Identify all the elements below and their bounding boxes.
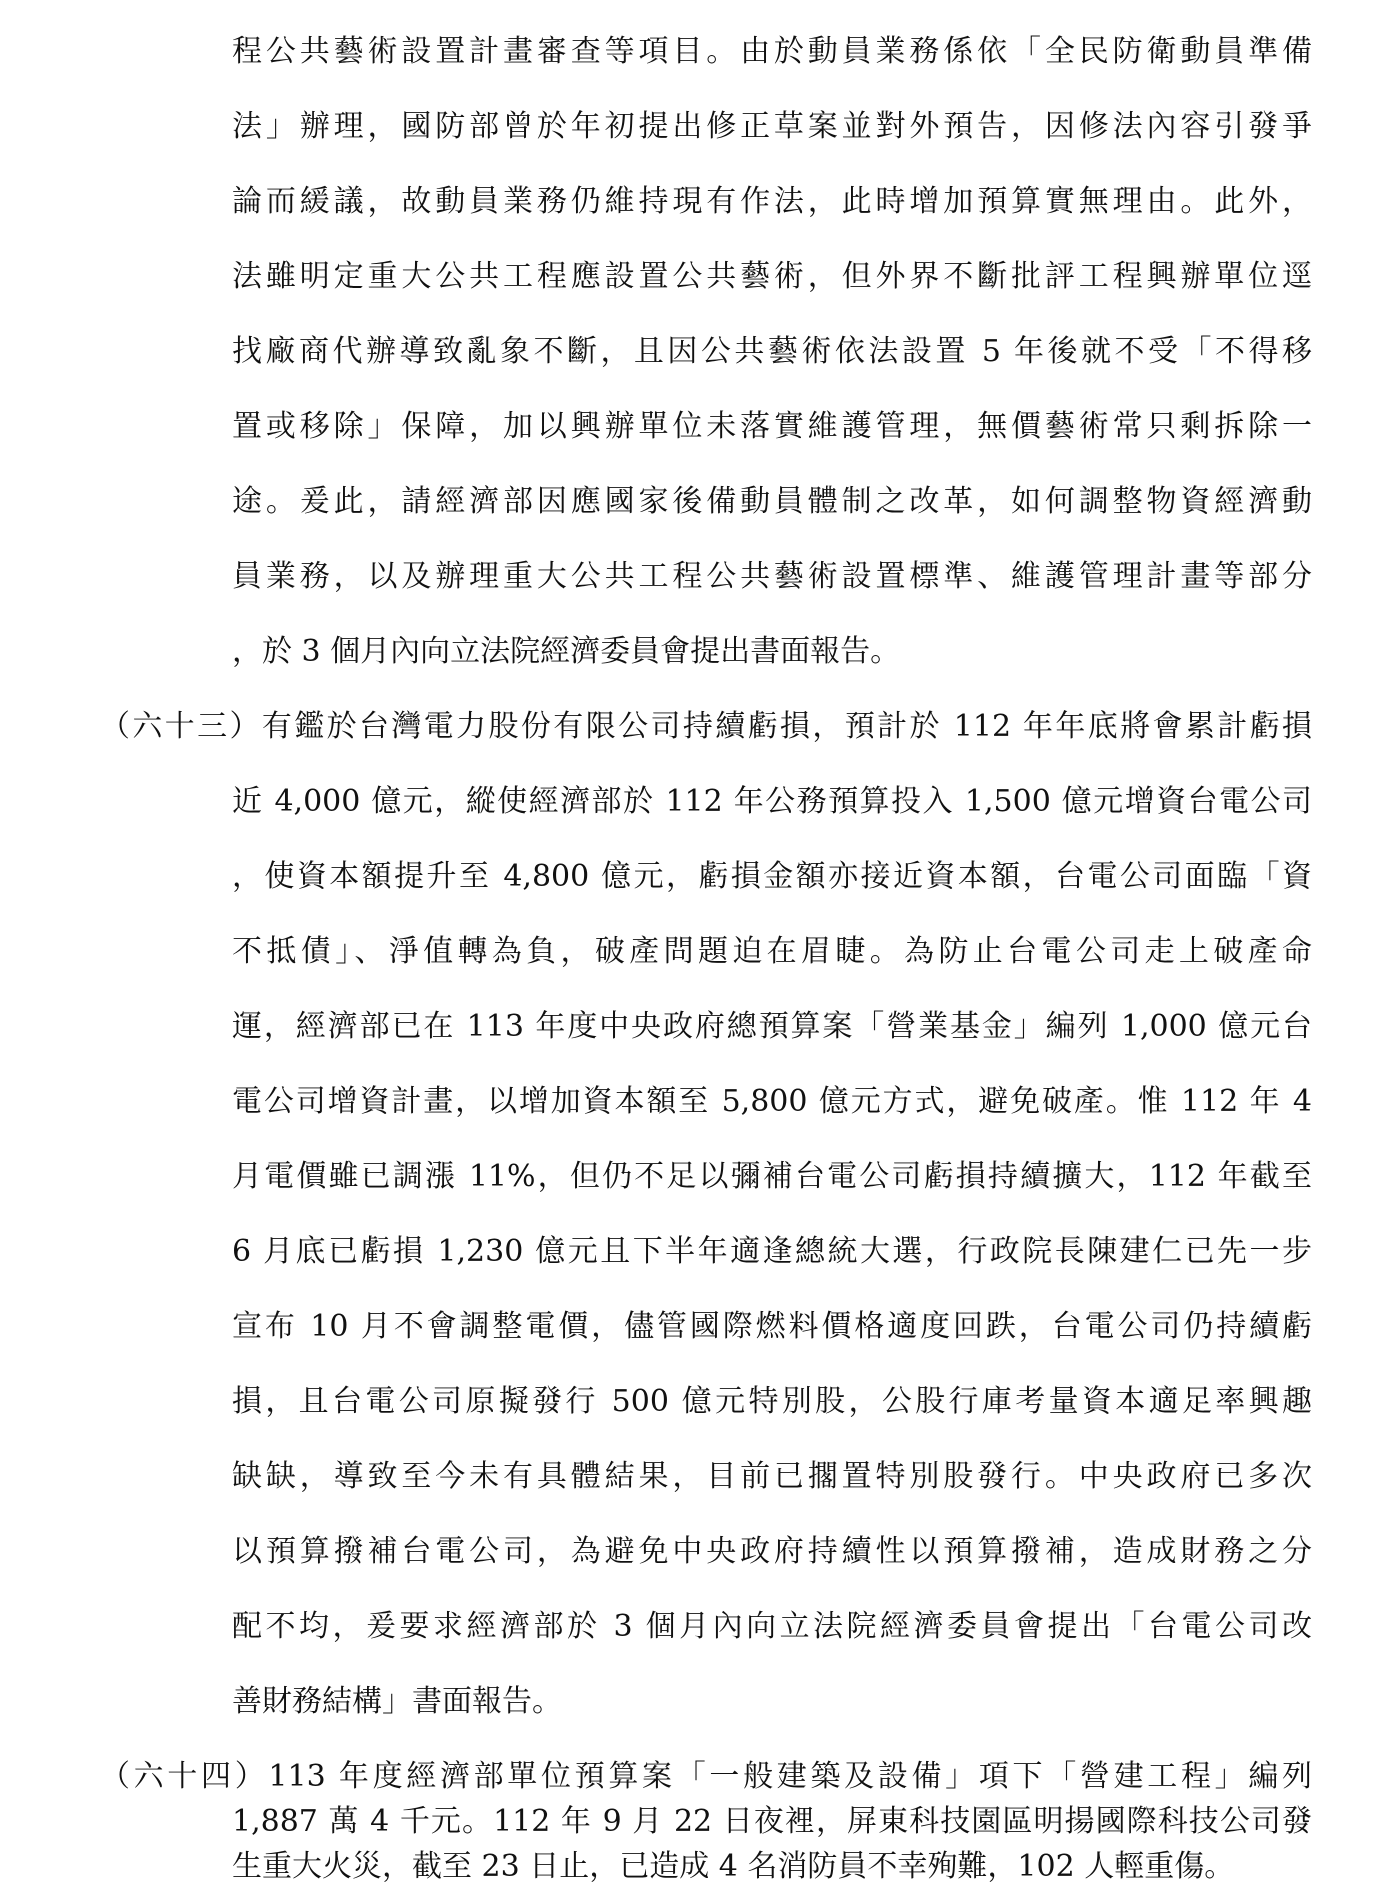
text-line: 法」辦理，國防部曾於年初提出修正草案並對外預告，因修法內容引發爭: [232, 109, 1312, 144]
text-line: ，使資本額提升至 4,800 億元，虧損金額亦接近資本額，台電公司面臨「資: [232, 859, 1312, 894]
text-line: 法雖明定重大公共工程應設置公共藝術，但外界不斷批評工程興辦單位逕: [232, 259, 1312, 294]
text-line: 善財務結構」書面報告。: [232, 1684, 562, 1719]
text-line: ，於 3 個月內向立法院經濟委員會提出書面報告。: [232, 634, 901, 669]
text-line: 1,887 萬 4 千元。112 年 9 月 22 日夜裡，屏東科技園區明揚國際科技公司發: [232, 1804, 1312, 1839]
text-line: 生重大火災，截至 23 日止，已造成 4 名消防員不幸殉難，102 人輕重傷。: [232, 1849, 1235, 1884]
text-line: 途。爰此，請經濟部因應國家後備動員體制之改革，如何調整物資經濟動: [232, 484, 1312, 519]
text-line: 近 4,000 億元，縱使經濟部於 112 年公務預算投入 1,500 億元增資台電公司: [232, 784, 1312, 819]
text-line: 月電價雖已調漲 11%，但仍不足以彌補台電公司虧損持續擴大，112 年截至: [232, 1159, 1312, 1194]
text-line: 不抵債」、淨值轉為負，破產問題迫在眉睫。為防止台電公司走上破產命: [232, 934, 1312, 969]
text-line: 以預算撥補台電公司，為避免中央政府持續性以預算撥補，造成財務之分: [232, 1534, 1312, 1569]
item-heading-line: （六十三）有鑑於台灣電力股份有限公司持續虧損，預計於 112 年年底將會累計虧損: [100, 709, 1312, 744]
text-line: 損，且台電公司原擬發行 500 億元特別股，公股行庫考量資本適足率興趣: [232, 1384, 1312, 1419]
text-line: 缺缺，導致至今未有具體結果，目前已擱置特別股發行。中央政府已多次: [232, 1459, 1312, 1494]
text-line: 宣布 10 月不會調整電價，儘管國際燃料價格適度回跌，台電公司仍持續虧: [232, 1309, 1312, 1344]
text-line: 員業務，以及辦理重大公共工程公共藝術設置標準、維護管理計畫等部分: [232, 559, 1312, 594]
text-line: 運，經濟部已在 113 年度中央政府總預算案「營業基金」編列 1,000 億元台: [232, 1009, 1312, 1044]
item-heading-line: （六十四）113 年度經濟部單位預算案「一般建築及設備」項下「營建工程」編列: [100, 1759, 1312, 1794]
text-line: 配不均，爰要求經濟部於 3 個月內向立法院經濟委員會提出「台電公司改: [232, 1609, 1312, 1644]
text-line: 電公司增資計畫，以增加資本額至 5,800 億元方式，避免破產。惟 112 年 4: [232, 1084, 1312, 1119]
text-line: 6 月底已虧損 1,230 億元且下半年適逢總統大選，行政院長陳建仁已先一步: [232, 1234, 1312, 1269]
text-line: 程公共藝術設置計畫審查等項目。由於動員業務係依「全民防衛動員準備: [232, 34, 1312, 69]
text-line: 找廠商代辦導致亂象不斷，且因公共藝術依法設置 5 年後就不受「不得移: [232, 334, 1312, 369]
text-line: 置或移除」保障，加以興辦單位未落實維護管理，無價藝術常只剩拆除一: [232, 409, 1312, 444]
text-line: 論而緩議，故動員業務仍維持現有作法，此時增加預算實無理由。此外，: [232, 184, 1312, 219]
